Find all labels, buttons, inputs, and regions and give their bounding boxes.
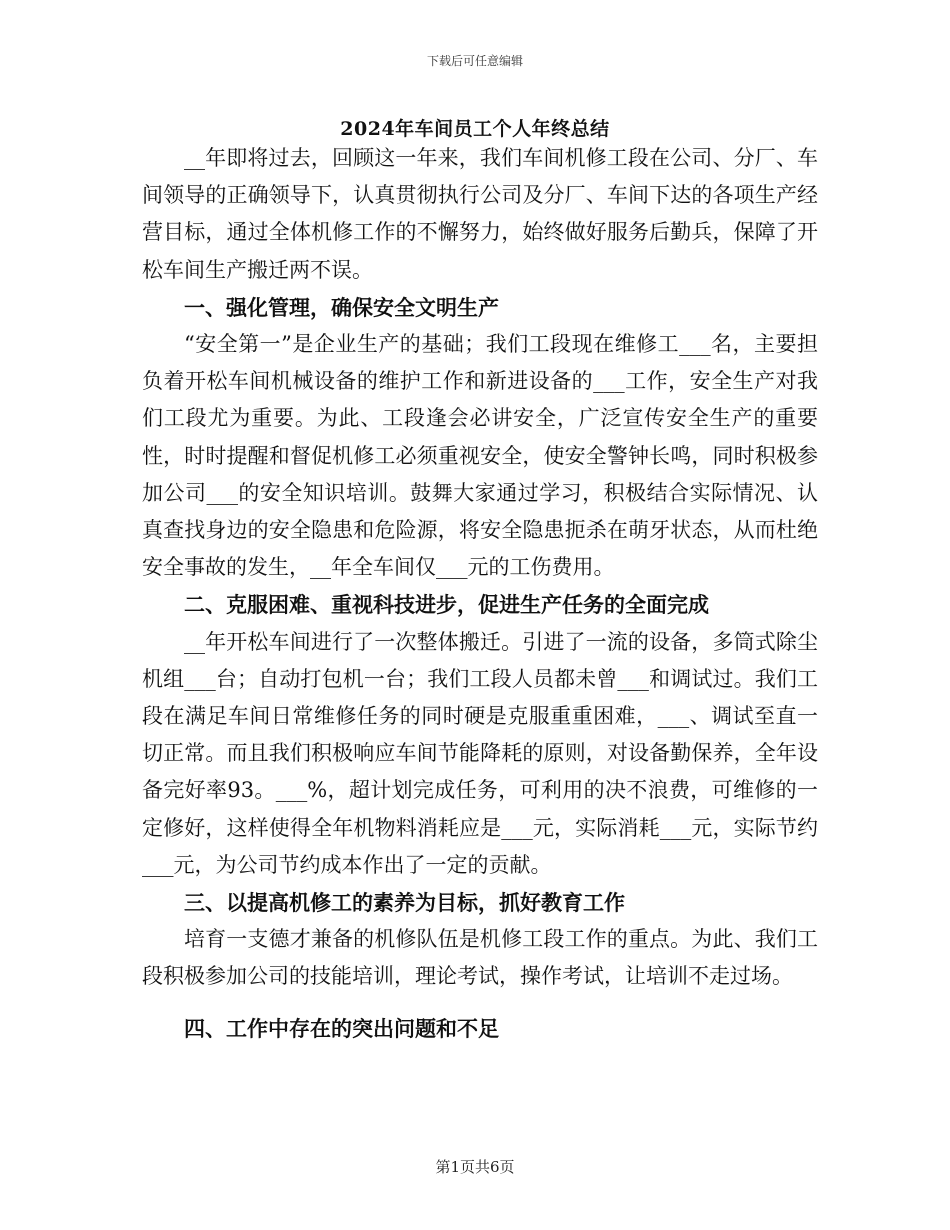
section-3-paragraph: 培育一支德才兼备的机修队伍是机修工段工作的重点。为此、我们工段积极参加公司的技能培训，理论考试，操作考试，让培训不走过场。 (142, 927, 818, 989)
section-heading-3: 三、以提高机修工的素养为目标，抓好教育工作 (184, 890, 625, 916)
section-heading-2: 二、克服困难、重视科技进步，促进生产任务的全面完成 (184, 592, 709, 618)
page-header-note: 下载后可任意编辑 (426, 54, 523, 68)
section-1-paragraph: “安全第一”是企业生产的基础；我们工段现在维修工___名，主要担负着开松车间机械设备的维护工作和新进设备的___工作，安全生产对我们工段尤为重要。为此、工段逢会必讲安全，广泛宣传安全生产的重要性，时时提醒和督促机修工必须重视安全，使安全警钟长鸣，同时积极参加公司___的安全知识培训。鼓舞大家通过学习，积极结合实际情况、认真查找身边的安全隐患和危险源，将安全隐患扼杀在萌牙状态，从而杜绝安全事故的发生，__年全车间仅___元的工伤费用。 (142, 332, 818, 580)
section-2-paragraph: __年开松车间进行了一次整体搬迁。引进了一流的设备，多筒式除尘机组___台；自动打包机一台；我们工段人员都未曾___和调试过。我们工段在满足车间日常维修任务的同时硬是克服重重困难，___、调试至直一切正常。而且我们积极响应车间节能降耗的原则，对设备勤保养，全年设备完好率93。___%，超计划完成任务，可利用的决不浪费，可维修的一定修好，这样使得全年机物料消耗应是___元，实际消耗___元，实际节约___元，为公司节约成本作出了一定的贡献。 (142, 629, 818, 877)
section-heading-1: 一、强化管理，确保安全文明生产 (184, 294, 499, 320)
section-heading-4: 四、工作中存在的突出问题和不足 (184, 1015, 499, 1041)
document-title: 2024年车间员工个人年终总结 (340, 118, 610, 140)
intro-paragraph: __年即将过去，回顾这一年来，我们车间机修工段在公司、分厂、车间领导的正确领导下，认真贯彻执行公司及分厂、车间下达的各项生产经营目标，通过全体机修工作的不懈努力，始终做好服务后勤兵，保障了开松车间生产搬迁两不误。 (142, 146, 818, 282)
page-footer-pagination: 第1页共6页 (435, 1158, 515, 1176)
document-body (142, 140, 818, 1047)
